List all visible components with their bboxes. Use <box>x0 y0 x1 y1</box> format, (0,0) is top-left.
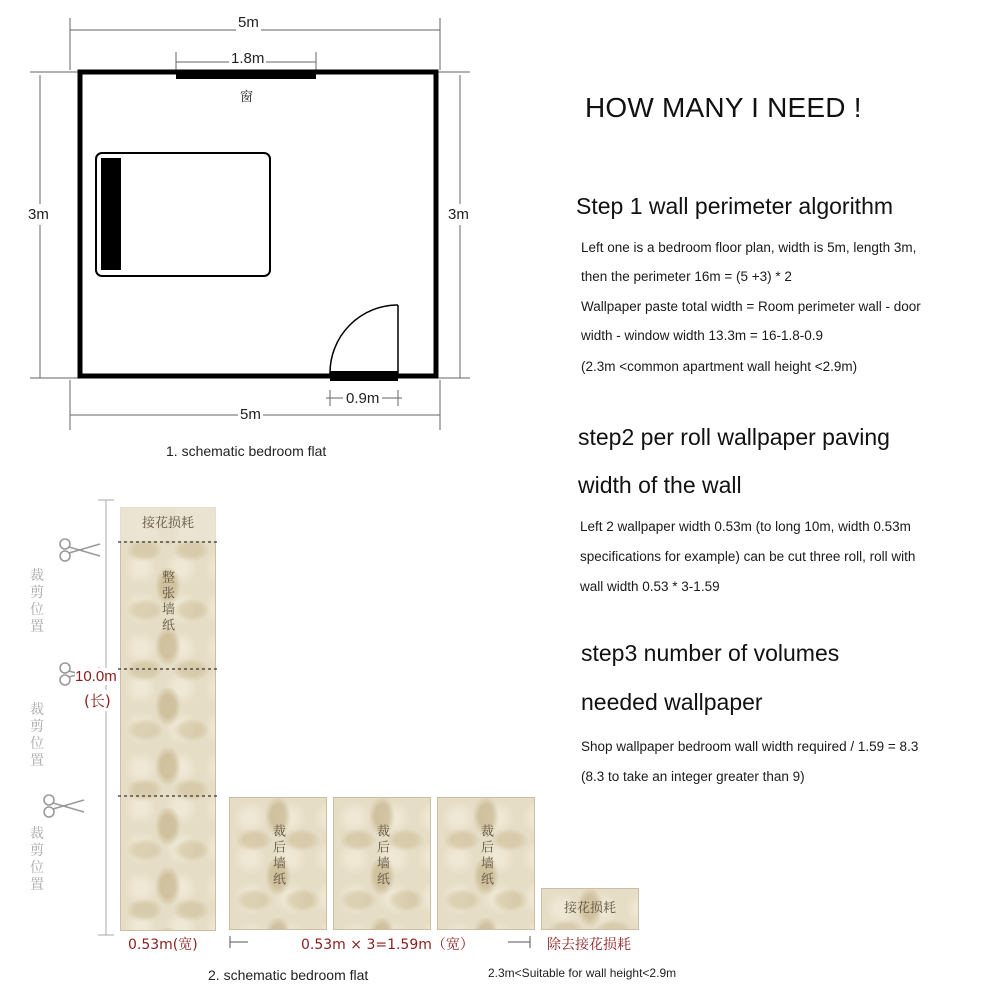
roll-width-label: 0.53m(宽) <box>128 937 198 953</box>
step2-line-2: specifications for example) can be cut three roll, roll with <box>580 549 916 564</box>
cut-position-label: 裁剪位置 <box>30 702 44 769</box>
plan-window-label: 窗 <box>240 90 254 105</box>
step1-line-2: then the perimeter 16m = (5 +3) * 2 <box>581 269 792 284</box>
plan-right-height: 3m <box>448 206 469 223</box>
plan-caption: 1. schematic bedroom flat <box>166 443 327 459</box>
step3-line-1: Shop wallpaper bedroom wall width required / 1.59 = 8.3 <box>581 739 919 754</box>
scissors-icon <box>58 538 102 562</box>
plan-top-width: 5m <box>238 14 259 31</box>
total-width-label: 0.53m × 3=1.59m（宽） <box>301 937 474 953</box>
roll-center-label: 整张墙纸 <box>159 570 174 634</box>
plan-window-width: 1.8m <box>231 50 265 67</box>
plan-left-height: 3m <box>28 206 49 223</box>
step2-line-1: Left 2 wallpaper width 0.53m (to long 10m, width 0.53m <box>580 519 911 534</box>
step2-heading-line2: width of the wall <box>578 472 742 498</box>
cut-piece-label: 裁后墙纸 <box>478 824 493 888</box>
step1-heading: Step 1 wall perimeter algorithm <box>576 193 894 219</box>
scissors-icon <box>42 794 86 818</box>
step1-line-3: Wallpaper paste total width = Room perimeter wall - door <box>581 299 921 314</box>
roll-top-label: 接花损耗 <box>141 516 194 531</box>
step2-heading-line1: step2 per roll wallpaper paving <box>578 424 890 450</box>
roll-length-sub: (长) <box>84 692 111 710</box>
waste-piece-label: 接花损耗 <box>563 901 616 916</box>
plan-bottom-width: 5m <box>240 406 261 423</box>
plan-door-width: 0.9m <box>343 390 382 407</box>
cut-piece-label: 裁后墙纸 <box>270 824 285 888</box>
waste-caption: 除去接花损耗 <box>547 937 631 953</box>
step2-line-3: wall width 0.53 * 3-1.59 <box>580 579 720 594</box>
cut-position-label: 裁剪位置 <box>30 826 44 893</box>
page-title: HOW MANY I NEED ! <box>585 92 862 123</box>
step3-heading-line1: step3 number of volumes <box>581 640 840 666</box>
step1-line-5: (2.3m <common apartment wall height <2.9m) <box>581 359 858 374</box>
wall-height-note: 2.3m<Suitable for wall height<2.9m <box>488 966 677 980</box>
floor-plan <box>0 0 470 470</box>
step3-line-2: (8.3 to take an integer greater than 9) <box>581 769 805 784</box>
step1-line-1: Left one is a bedroom floor plan, width is 5m, length 3m, <box>581 240 917 255</box>
step3-heading-line2: needed wallpaper <box>581 689 763 715</box>
step1-line-4: width - window width 13.3m = 16-1.8-0.9 <box>581 328 823 343</box>
roll-caption: 2. schematic bedroom flat <box>208 967 369 983</box>
roll-length-label: 10.0m <box>75 668 117 685</box>
cut-piece-label: 裁后墙纸 <box>374 824 389 888</box>
cut-position-label: 裁剪位置 <box>30 568 44 635</box>
